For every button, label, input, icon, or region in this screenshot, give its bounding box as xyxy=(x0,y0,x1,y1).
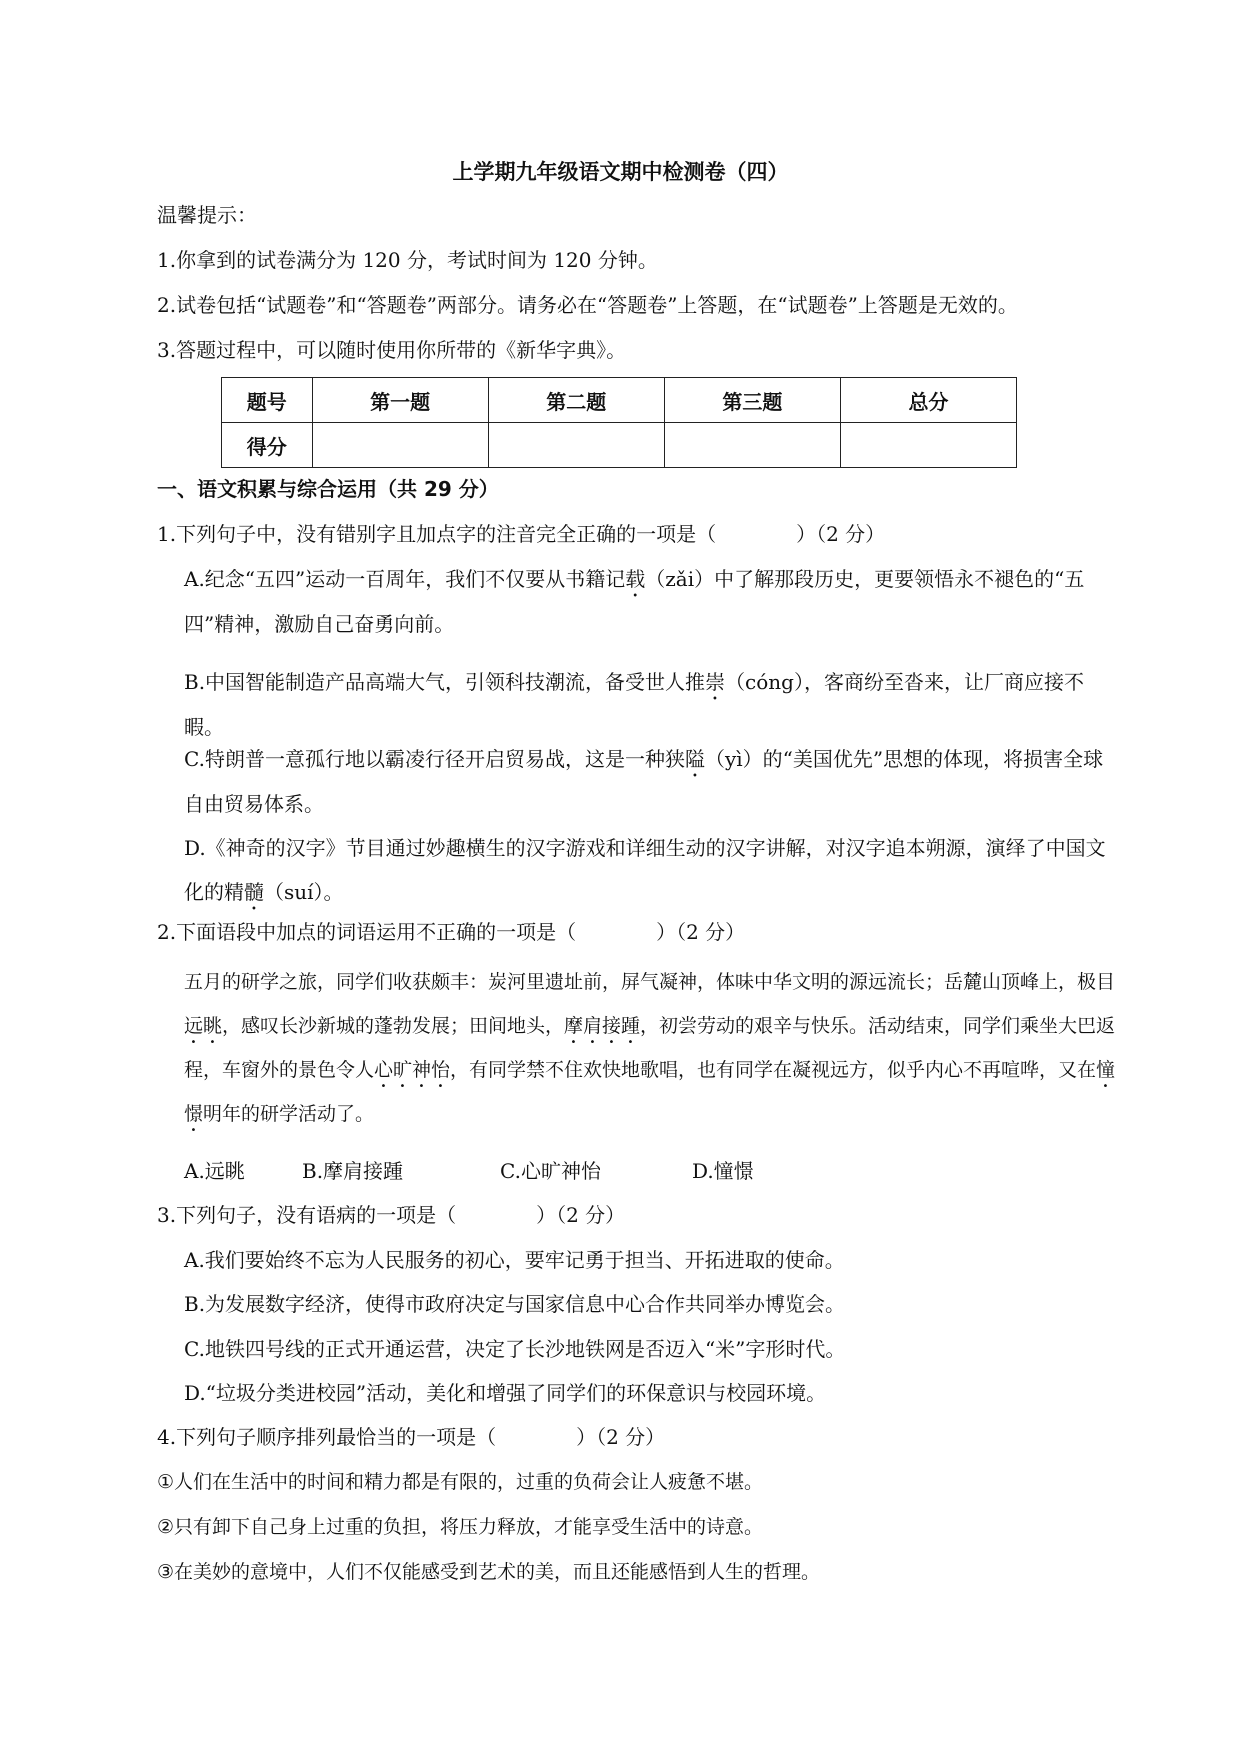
q2-passage-part: ，有同学禁不住欢快地歌唱，也有同学在凝视远方，似乎内心不再喧哗，又在 xyxy=(450,1059,1097,1081)
q1-c-post: （yì）的“美国优先”思想的体现，将损害全球自由贸易体系。 xyxy=(184,747,1104,816)
score-table-header-row xyxy=(222,378,1017,423)
q2-passage-part: 五月的研学之旅，同学们收获颇丰：炭河里遗址前，屏气凝神，体味中华文明的源远流长；岳麓山顶峰上，极目 xyxy=(184,971,1116,993)
q3-stem: 3.下列句子，没有语病的一项是（ ）（2 分） xyxy=(157,1203,626,1227)
score-header-cell: 第二题 xyxy=(488,378,664,423)
q1-a-pre: A.纪念“五四”运动一百周年，我们不仅要从书籍记 xyxy=(184,567,626,591)
q3-option-c: C.地铁四号线的正式开通运营，决定了长沙地铁网是否迈入“米”字形时代。 xyxy=(184,1337,846,1361)
q1-option-c xyxy=(157,737,1117,826)
score-cell[interactable] xyxy=(312,423,488,468)
q2-passage-part: ，感叹长沙新城的蓬勃发展；田间地头， xyxy=(222,1015,565,1037)
q1-option-d xyxy=(157,826,1117,915)
q1-a-dotted-char: 载 xyxy=(625,567,646,591)
q2-passage-part: ，初尝劳动的艰辛与快乐。活动结束，同学们乘坐大巴返程，车窗外的景色令人 xyxy=(184,1015,1116,1081)
score-table xyxy=(221,377,1017,468)
q4-item-2: ②只有卸下自己身上过重的负担，将压力释放，才能享受生活中的诗意。 xyxy=(157,1516,764,1538)
q1-stem: 1.下列句子中，没有错别字且加点字的注音完全正确的一项是（ ）（2 分） xyxy=(157,522,886,546)
q2-dotted-word: 摩肩接踵 xyxy=(564,1015,641,1037)
q2-passage-part: 明年的研学活动了。 xyxy=(203,1103,375,1125)
q3-option-d: D.“垃圾分类进校园”活动，美化和增强了同学们的环保意识与校园环境。 xyxy=(184,1381,827,1405)
q3-option-a: A.我们要始终不忘为人民服务的初心，要牢记勇于担当、开拓进取的使命。 xyxy=(184,1248,845,1272)
q1-option-b xyxy=(157,660,1117,749)
q1-c-dotted-char: 隘 xyxy=(684,747,705,771)
q2-option: B.摩肩接踵 xyxy=(302,1159,404,1183)
score-header-cell: 总分 xyxy=(840,378,1016,423)
tip-item-1: 1.你拿到的试卷满分为 120 分，考试时间为 120 分钟。 xyxy=(157,248,658,272)
q2-option: D.憧憬 xyxy=(692,1159,754,1183)
q1-option-a xyxy=(157,557,1117,646)
q1-b-post: （cóng），客商纷至沓来，让厂商应接不暇。 xyxy=(184,670,1084,739)
score-header-cell: 题号 xyxy=(222,378,313,423)
q2-passage xyxy=(157,960,1117,1136)
score-header-cell: 第一题 xyxy=(312,378,488,423)
score-cell[interactable] xyxy=(840,423,1016,468)
q1-b-pre: B.中国智能制造产品高端大气，引领科技潮流，备受世人推 xyxy=(184,670,706,694)
exam-title: 上学期九年级语文期中检测卷（四） xyxy=(452,160,789,184)
q3-option-b: B.为发展数字经济，使得市政府决定与国家信息中心合作共同举办博览会。 xyxy=(184,1292,846,1316)
q2-dotted-word: 心旷神怡 xyxy=(374,1059,451,1081)
q1-c-pre: C.特朗普一意孤行地以霸凌行径开启贸易战，这是一种狭 xyxy=(184,747,685,771)
q1-d-pre: D.《神奇的汉字》节目通过妙趣横生的汉字游戏和详细生动的汉字讲解，对汉字追本朔源，演绎了中国文化的精 xyxy=(184,836,1106,904)
q2-dotted-word: 憧憬 xyxy=(184,1059,1116,1125)
q1-a-post: （zǎi）中了解那段历史，更要领悟永不褪色的“五四”精神，激励自己奋勇向前。 xyxy=(184,567,1085,636)
score-cell[interactable] xyxy=(664,423,840,468)
score-header-cell: 第三题 xyxy=(664,378,840,423)
q1-d-dotted-char: 髓 xyxy=(244,880,264,904)
score-row-label: 得分 xyxy=(222,423,313,468)
q4-item-1: ①人们在生活中的时间和精力都是有限的，过重的负荷会让人疲惫不堪。 xyxy=(157,1471,764,1493)
tip-item-2: 2.试卷包括“试题卷”和“答题卷”两部分。请务必在“答题卷”上答题，在“试题卷”上答题是无效的。 xyxy=(157,293,1018,317)
q4-item-3: ③在美妙的意境中，人们不仅能感受到艺术的美，而且还能感悟到人生的哲理。 xyxy=(157,1561,821,1583)
q2-option: A.远眺 xyxy=(184,1159,245,1183)
tips-heading: 温馨提示： xyxy=(157,203,257,227)
q2-dotted-word: 远眺 xyxy=(184,1015,223,1037)
score-table-score-row xyxy=(222,423,1017,468)
q2-option: C.心旷神怡 xyxy=(500,1159,601,1183)
q1-d-post: （suí）。 xyxy=(264,880,344,904)
q2-stem: 2.下面语段中加点的词语运用不正确的一项是（ ）（2 分） xyxy=(157,920,746,944)
score-cell[interactable] xyxy=(488,423,664,468)
q1-b-dotted-char: 崇 xyxy=(705,670,726,694)
section-1-heading: 一、语文积累与综合运用（共 29 分） xyxy=(157,477,499,501)
q4-stem: 4.下列句子顺序排列最恰当的一项是（ ）（2 分） xyxy=(157,1425,666,1449)
tip-item-3: 3.答题过程中，可以随时使用你所带的《新华字典》。 xyxy=(157,338,627,362)
